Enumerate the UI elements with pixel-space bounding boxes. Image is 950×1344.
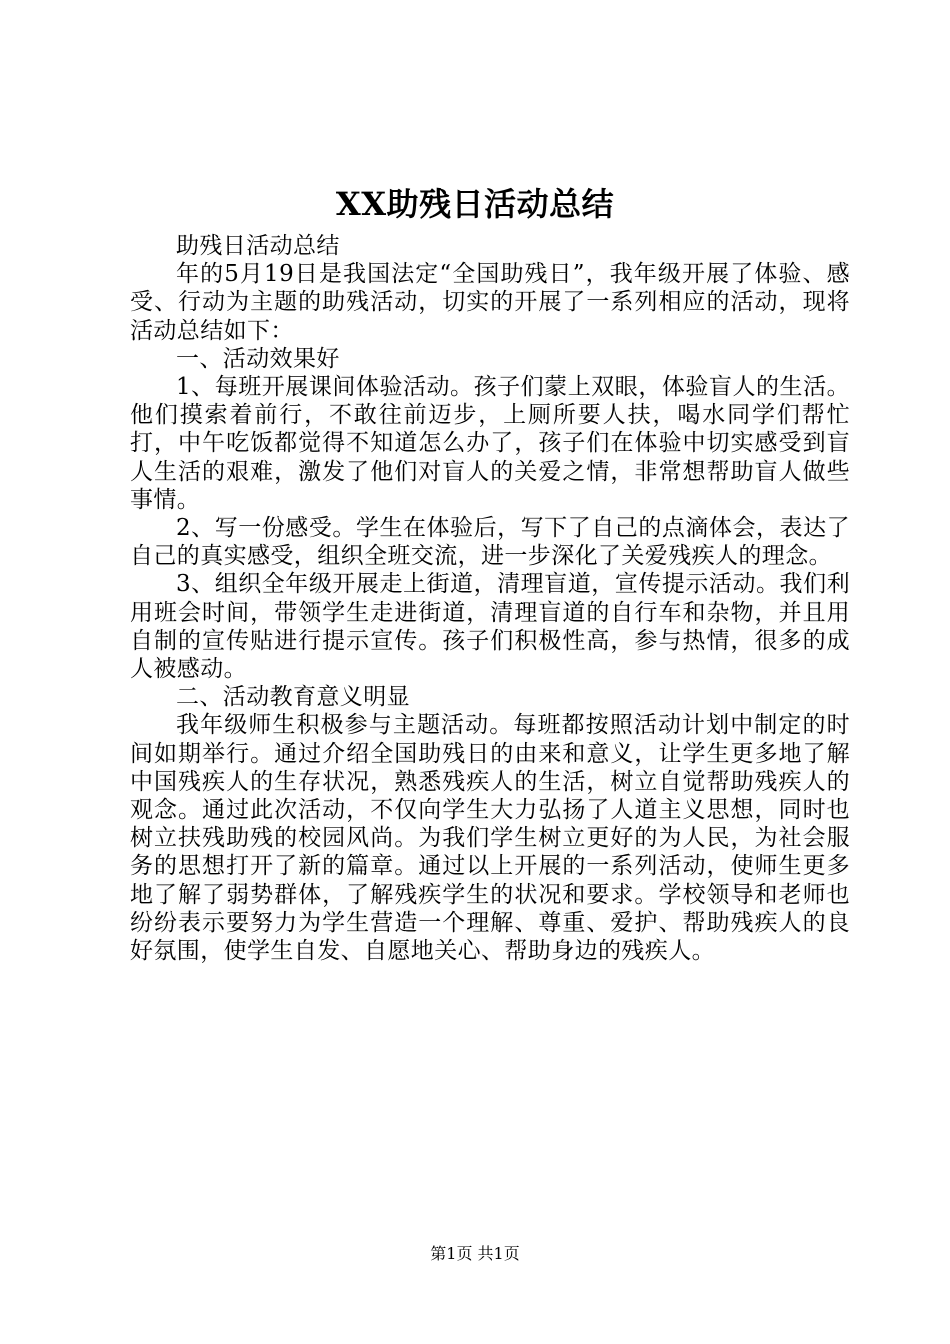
section-heading-1: 一、活动效果好 xyxy=(176,345,340,372)
paragraph-conclusion: 我年级师生积极参与主题活动。每班都按照活动计划中制定的时间如期举行。通过介绍全国助残日的由来和意义，让学生更多地了解中国残疾人的生存状况，熟悉残疾人的生活，树立自觉帮助残疾人的观念。通过此次活动，不仅向学生大力弘扬了人道主义思想，同时也树立扶残助残的校园风尚。为我们学生树立更好的为人民，为社会服务的思想打开了新的篇章。通过以上开展的一系列活动，使师生更多地了解了弱势群体，了解残疾学生的状况和要求。学校领导和老师也纷纷表示要努力为学生营造一个理解、尊重、爱护、帮助残疾人的良好氛围，使学生自发、自愿地关心、帮助身边的残疾人。 xyxy=(130,712,850,965)
document-body xyxy=(130,232,850,965)
section-heading-2: 二、活动教育意义明显 xyxy=(176,684,410,711)
paragraph-item-2: 2、写一份感受。学生在体验后，写下了自己的点滴体会，表达了自己的真实感受，组织全班交流，进一步深化了关爱残疾人的理念。 xyxy=(130,515,850,570)
paragraph-intro: 年的5月19日是我国法定“全国助残日”，我年级开展了体验、感受、行动为主题的助残活动，切实的开展了一系列相应的活动，现将活动总结如下： xyxy=(130,261,850,344)
page-footer: 第1页 共1页 xyxy=(430,1244,520,1263)
paragraph-subtitle: 助残日活动总结 xyxy=(176,233,340,259)
paragraph-item-1: 1、每班开展课间体验活动。孩子们蒙上双眼，体验盲人的生活。他们摸索着前行，不敢往前迈步，上厕所要人扶，喝水同学们帮忙打，中午吃饭都觉得不知道怎么办了，孩子们在体验中切实感受到盲人生活的艰难，激发了他们对盲人的关爱之情，非常想帮助盲人做些事情。 xyxy=(130,374,850,513)
document-title: XX助残日活动总结 xyxy=(335,185,615,223)
paragraph-item-3: 3、组织全年级开展走上街道，清理盲道，宣传提示活动。我们利用班会时间，带领学生走进街道，清理盲道的自行车和杂物，并且用自制的宣传贴进行提示宣传。孩子们积极性高，参与热情，很多的成人被感动。 xyxy=(130,571,850,683)
